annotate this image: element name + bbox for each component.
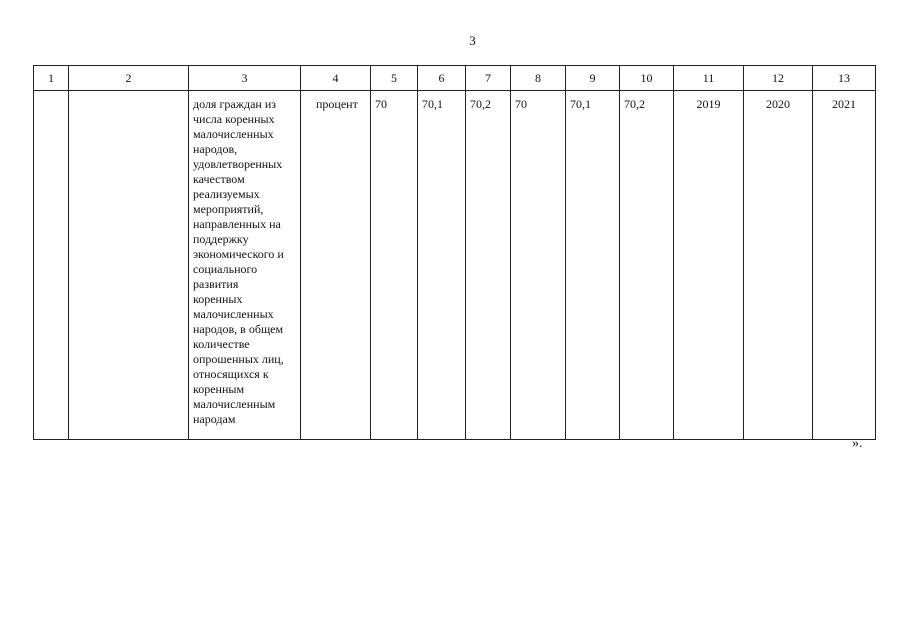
indicator-line: поддержку [193, 232, 249, 246]
column-header: 3 [189, 66, 301, 91]
value-cell-col6: 70,1 [418, 91, 466, 440]
indicator-line: народов, [193, 142, 238, 156]
column-header: 7 [466, 66, 511, 91]
column-header: 8 [511, 66, 566, 91]
closing-quote-mark: ». [852, 436, 863, 451]
table-row [34, 91, 876, 440]
page-number: 3 [469, 33, 476, 48]
indicator-line: коренных [193, 292, 243, 306]
indicator-line: малочисленных [193, 127, 274, 141]
empty-cell-col2 [69, 91, 189, 440]
indicator-name-cell [189, 91, 301, 440]
column-header: 10 [620, 66, 674, 91]
indicator-line: малочисленным [193, 397, 276, 411]
indicator-line: развития [193, 277, 239, 291]
column-header: 6 [418, 66, 466, 91]
indicator-line: социального [193, 262, 258, 276]
year-cell-col12: 2020 [744, 91, 813, 440]
year-cell-col11: 2019 [674, 91, 744, 440]
indicator-line: опрошенных лиц, [193, 352, 284, 366]
indicator-line: доля граждан из [193, 97, 277, 111]
column-header: 1 [34, 66, 69, 91]
value-cell-col5: 70 [371, 91, 418, 440]
indicator-line: экономического и [193, 247, 284, 261]
column-number-row [34, 66, 876, 91]
indicator-line: народов, в общем [193, 322, 284, 336]
column-header: 13 [813, 66, 876, 91]
year-cell-col13: 2021 [813, 91, 876, 440]
column-header: 11 [674, 66, 744, 91]
column-header: 5 [371, 66, 418, 91]
indicator-line: малочисленных [193, 307, 274, 321]
indicator-line: относящихся к [193, 367, 269, 381]
indicator-table [33, 65, 876, 440]
column-header: 2 [69, 66, 189, 91]
column-header: 4 [301, 66, 371, 91]
unit-cell: процент [301, 91, 371, 440]
column-header: 9 [566, 66, 620, 91]
value-cell-col7: 70,2 [466, 91, 511, 440]
indicator-line: мероприятий, [193, 202, 264, 216]
indicator-line: реализуемых [193, 187, 260, 201]
indicator-line: удовлетворенных [193, 157, 283, 171]
indicator-line: коренным [193, 382, 245, 396]
value-cell-col10: 70,2 [620, 91, 674, 440]
indicator-line: народам [193, 412, 236, 426]
value-cell-col8: 70 [511, 91, 566, 440]
column-header: 12 [744, 66, 813, 91]
indicator-line: числа коренных [193, 112, 275, 126]
empty-cell-col1 [34, 91, 69, 440]
value-cell-col9: 70,1 [566, 91, 620, 440]
indicator-line: направленных на [193, 217, 281, 231]
indicator-line: качеством [193, 172, 245, 186]
indicator-line: количестве [193, 337, 250, 351]
